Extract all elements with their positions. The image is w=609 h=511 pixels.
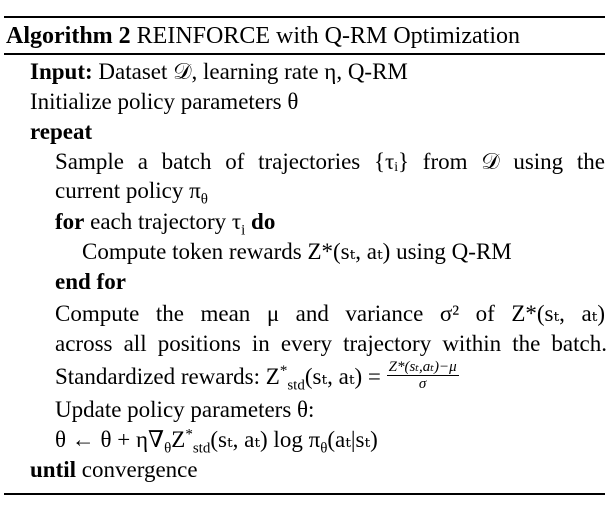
until-line: until convergence [30,457,198,482]
update-rule-line: θ ← $\theta + \eta\nabla_\theta Z^*_{std}(s_t$, aₜ) $\log \pi_\theta(a_t|s_t)$ [55,426,378,457]
repeat-keyword: repeat [30,119,93,144]
compute-rewards-line: Compute token rewards Z*(sₜ, aₜ) using Q-RM [82,239,512,264]
top-rule [4,16,605,18]
bottom-rule [4,493,605,495]
until-keyword: until [30,457,77,482]
for-line: for each trajectory $\tau_i$ do [55,209,276,239]
standardization-fraction: $\frac{\text{Z*(sₜ,aₜ)−μ}}{\sigma}$ [388,359,457,392]
input-keyword: Input: [30,59,93,84]
algorithm-header [6,21,520,51]
do-keyword: do [251,209,276,234]
sample-line-1: Sample a batch of trajectories {τᵢ} from 𝒟 using the [55,149,605,174]
update-line: Update policy parameters θ: [55,397,315,422]
for-keyword: for [55,209,85,234]
sample-line-2: current policy $\pi_\theta$ [55,178,208,208]
init-line: Initialize policy parameters θ [30,89,299,114]
input-line [30,58,408,86]
algorithm-label: Algorithm 2 [6,23,131,49]
mean-variance-line-2: across all positions in every trajectory within the batch. [55,331,607,356]
header-rule [4,53,605,55]
standardized-rewards-line: Standardized rewards: $Z^*_{std}(s_t$, aₜ) = $\frac{\text{Z*(sₜ,aₜ)−μ}}{\sigma}$ [55,359,457,394]
end-for-keyword: end for [55,269,126,294]
input-text: Dataset 𝒟, learning rate η, Q-RM [98,59,408,84]
algorithm-title: REINFORCE with Q-RM Optimization [136,23,520,49]
mean-variance-line-1: Compute the mean μ and variance σ² of Z*(sₜ, aₜ) [55,301,605,326]
